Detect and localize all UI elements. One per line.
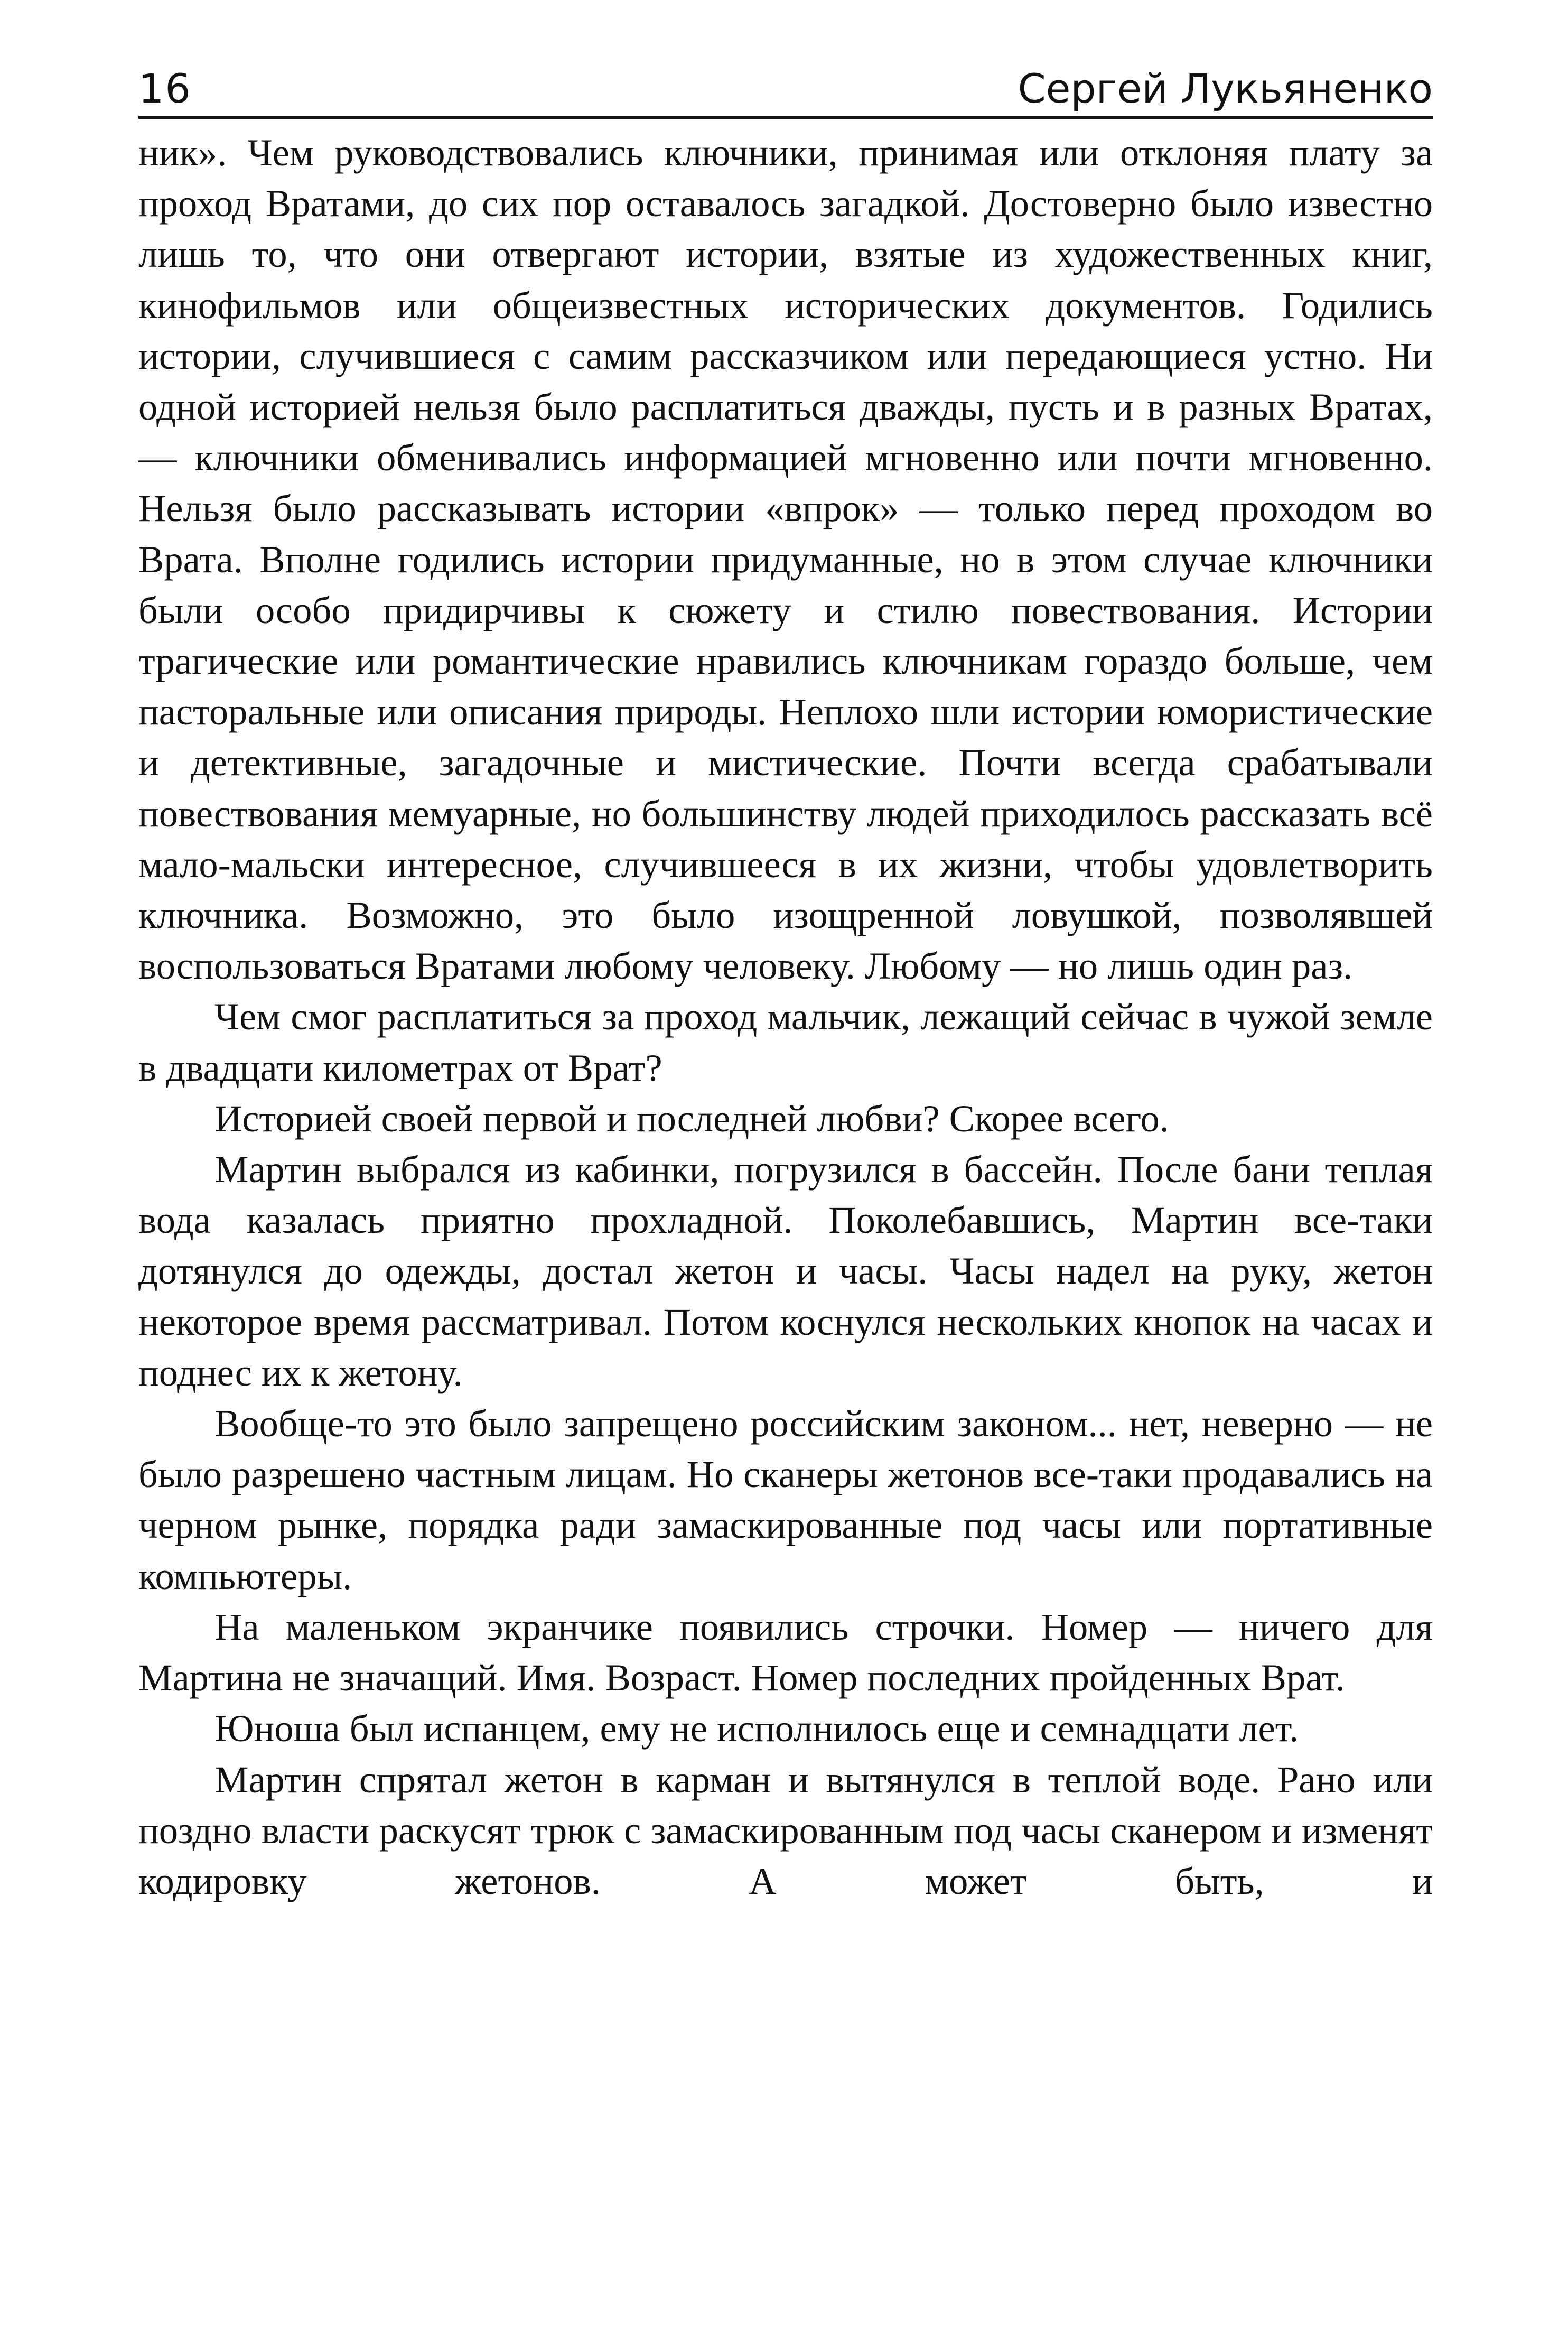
body-text: [138, 127, 1433, 1907]
book-page: [138, 58, 1433, 1907]
paragraph: Чем смог расплатиться за проход мальчик, лежащий сейчас в чужой земле в двадцати километрах от Врат?: [138, 995, 1433, 1089]
paragraph: Мартин выбрался из кабинки, погрузился в бассейн. После бани теплая вода казалась приятно прохладной. Поколебавшись, Мартин все-таки дотянулся до одежды, достал жетон и часы. Часы надел на руку, жетон некоторое время рассматривал. Потом коснулся нескольких кнопок на часах и поднес их к жетону.: [138, 1148, 1433, 1394]
running-head: [138, 58, 1433, 119]
paragraph: Юноша был испанцем, ему не исполнилось еще и семнадцати лет.: [214, 1707, 1299, 1750]
running-head-author: Сергей Лукьяненко: [1018, 65, 1433, 112]
page-number: 16: [138, 65, 192, 112]
paragraph: Вообще-то это было запрещено российским законом... нет, неверно — не было разрешено частным лицам. Но сканеры жетонов все-таки продавались на черном рынке, порядка ради замаскированные под часы или портативные компьютеры.: [138, 1402, 1433, 1597]
paragraph: На маленьком экранчике появились строчки. Номер — ничего для Мартина не значащий. Имя. Возраст. Номер последних пройденных Врат.: [138, 1605, 1433, 1699]
paragraph: ник». Чем руководствовались ключники, принимая или отклоняя плату за проход Вратами, до сих пор оставалось загадкой. Достоверно было известно лишь то, что они отвергают истории, взятые из художественных книг, кинофильмов или общеизвестных исторических документов. Годились истории, случившиеся с самим рассказчиком или передающиеся устно. Ни одной историей нельзя было расплатиться дважды, пусть и в разных Вратах, — ключники обменивались информацией мгновенно или почти мгновенно. Нельзя было рассказывать истории «впрок» — только перед проходом во Врата. Вполне годились истории придуманные, но в этом случае ключники были особо придирчивы к сюжету и стилю повествования. Истории трагические или романтические нравились ключникам гораздо больше, чем пасторальные или описания природы. Неплохо шли истории юмористические и детективные, загадочные и мистические. Почти всегда срабатывали повествования мемуарные, но большинству людей приходилось рассказать всё мало-мальски интересное, случившееся в их жизни, чтобы удовлетворить ключника. Возможно, это было изощренной ловушкой, позволявшей воспользоваться Вратами любому человеку. Любому — но лишь один раз.: [138, 131, 1433, 988]
paragraph: Мартин спрятал жетон в карман и вытянулся в теплой воде. Рано или поздно власти раскусят трюк с замаскированным под часы сканером и изменят кодировку жетонов. А может быть, и: [138, 1758, 1433, 1902]
paragraph: Историей своей первой и последней любви? Скорее всего.: [214, 1096, 1169, 1140]
